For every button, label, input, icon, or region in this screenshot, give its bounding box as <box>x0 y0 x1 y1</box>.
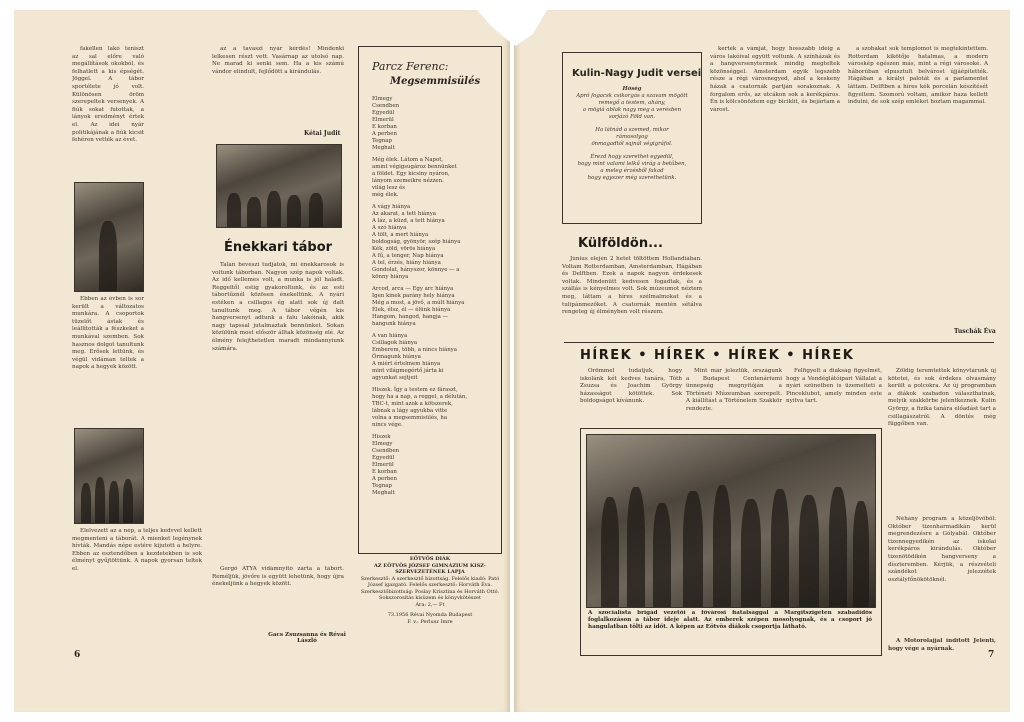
article-text: az a tavaszi nyár kérdés! Mindenki lelkesen részt vett. Vasárnap az utolsó nap. Ne marad ki senki sem. Ha a kis számú vándor elindult, fejlődött a kirándulás. <box>212 46 344 75</box>
imprint-price: Ára: 2,— Ft <box>415 601 445 608</box>
kulfoldon-text-col3 <box>848 46 988 328</box>
left-col2-top-text <box>212 46 344 128</box>
poem-line: rámosolyog <box>616 134 648 140</box>
poem-line: volna a megsemmisülés, ha <box>372 415 448 421</box>
poem-line: A szó hiánya <box>372 225 407 231</box>
poem-line: könny hiánya <box>372 274 409 280</box>
left-page <box>14 10 510 712</box>
poem-line: Igen kinek parány hely hiánya <box>372 293 455 299</box>
article-text: Ebben az évben is sor került a változatos munkára. A csoportok tüzelőt ástak és leállították a fészkeket a munkával szemben. Sok hasznos dolgot tanultunk meg. Erősek lettünk, és végül vidáman teltek a napok a hegyek között. <box>72 296 144 371</box>
photo-group-outdoor <box>74 428 144 524</box>
poem-line: Még élek. Látom a Napot, <box>372 157 444 163</box>
poem-line: A miért értelmem hiánya <box>372 361 441 367</box>
poem-line: A tölt, a mert hiánya <box>372 232 429 238</box>
poem-line: remegő a testem, ahány, <box>598 100 666 106</box>
poem-line: A perben <box>372 131 397 137</box>
article-text: Örömmel tudatjuk, hogy iskolánk két kedves tanára, Tóth Zsuzsa és Joachim György házasságot kötöttek. Sok boldogságot kívánunk. <box>580 368 682 405</box>
poem-line: Emberem, több, a nincs hiánya <box>372 347 457 353</box>
poem-stanza <box>372 434 496 497</box>
poem-line: Tegnap <box>372 138 392 144</box>
imprint-subtitle: AZ EÖTVÖS JÓZSEF GIMNÁZIUM KISZ-SZERVEZETÉNEK LAPJA <box>374 562 486 575</box>
heading-kulfoldon: Külföldön... <box>578 236 663 251</box>
imprint-line: Sokszorosítás kisüzem és könyvkötészet <box>379 595 481 601</box>
article-text: Zöldig teremtettek könyvtárunk új kötetei, és sok érdekes olvasmány került a polcokra. Az új programban a diákok szabadon választhatnak, melyik szakkörbe jelentkeznek. Kulin György, a fizika tanára előadást tart a csillagászatról. A döntés még függőben van. <box>888 368 996 428</box>
poem-line: hangunk hiánya <box>372 321 416 327</box>
poem-line: Elmerül <box>372 117 394 123</box>
photo-worker <box>74 182 144 292</box>
hirek-col4c <box>888 638 996 660</box>
signature-gacs-revai: Gacs Zsuzsanna és Révai László <box>268 632 346 644</box>
poem-line: Gondolat, hányszor, könnye — a <box>372 267 460 273</box>
poem-line: Elmerül <box>372 462 394 468</box>
page-number-left: 6 <box>74 650 81 660</box>
poem-line: Csendben <box>372 103 400 109</box>
poem-line: E korban <box>372 124 397 130</box>
poem-line: A láz, a küzd, a tett hiánya <box>372 218 445 224</box>
article-text: fakéllen lakó teniszt az sal előre való megállítások okokból, és felhatlett a kis épségét. Jöggel. A tábor sportélete jó volt. Különösen öröm szerepeltek versenyek. A fiúk sokat futottak, a lányok eredményt értek el. Az idei nyár politikájának a fiúk kicsit fehéren vették az évet. <box>72 46 144 144</box>
photo-group-hirek <box>586 434 876 608</box>
poem-line: Hiszek. Így a testem ez fáraszt, <box>372 387 458 393</box>
section-divider <box>564 342 994 343</box>
poem-line: Elmegy <box>372 441 393 447</box>
poem-line: Egyedül <box>372 110 395 116</box>
poem-kulin-body <box>570 86 694 218</box>
article-text: Június elején 2 hetet töltöttem Hollandiában. Voltam Rotterdamban, Amsterdamban, Hágában és Delftben. Ezek a napok nagyon érdekesek voltak. Mindenütt kedvesen fogadtak, és a szállás is kényelmes volt. Sok múzeumot néztem meg, láttam a híres szélmalmokat és a tulipánmezőket. A csatornák mentén sétálva rengeteg új élményben volt részem. <box>562 256 702 316</box>
poem-line: Hangom, hangod, hangja — <box>372 314 448 320</box>
imprint-body: Szerkesztő: A szerkesztő bizottság. Felelős kiadó: Pató József igazgató. Felelős szerkesztő: Horváth Éva. Szerkesztőbizottság: Poslay Krisztina és Horváth Ottó. <box>360 575 500 595</box>
poem-line: Hiszek <box>372 434 391 440</box>
left-col2-main-text <box>212 262 344 562</box>
article-text: Felfigyelt a diákság figyelmét, hogy a Vendéglátóipari Vállalat a nyári szünetben is üzemelteti a Pinceklubot, amely minden este nyitva tart. <box>786 368 882 405</box>
article-text: a szobákat sok templomot is megtekintettem. Rotterdam kikötője hatalmas, a modern városkép egészen más, mint a régi városoké. A háborúban elpusztult belvárost újjáépítették. Hágában a királyi palotát és a parlamentet láttam. Delftben a híres kék porcelán készítését figyeltem. Szomorú voltam, amikor haza kellett indulni, de sok szép emléket hoztam magammal. <box>848 46 988 106</box>
poem-line: a mögiá ablak nagy meg a verésben <box>582 107 682 113</box>
poem-line: A van hiánya <box>372 333 408 339</box>
poem-line: A tel, érzés, hiány hiánya <box>372 260 441 266</box>
kulfoldon-text-col2 <box>710 46 840 338</box>
article-text: kertek a vámját, hogy hosszabb ideig a város lakóival együtt voltunk. A színházak és a hangversenytermek mindig megteltek közönséggel. Amsterdam egyik legszebb része a régi városnegyed, ahol a keskeny házak a csatornák partján sorakoznak. A forgalom erős, az utcákon sok a kerékpáros. Én is kölcsönöztem egy biciklit, és bejártam a várost. <box>710 46 840 113</box>
poem-line: Meghalt <box>372 490 395 496</box>
poem-line: A fű, a tenger, Nap hiánya <box>372 253 444 259</box>
poem-stanza <box>372 333 496 382</box>
poem-line: a földet. Egy kicsiny nyáron, <box>372 171 450 177</box>
left-col1-bottom-text <box>72 528 202 648</box>
poem-line: Kék, zöld, vörös hiánya <box>372 246 436 252</box>
poem-line: amint végigsugároz bennünket <box>372 164 457 170</box>
poem-body <box>372 96 496 546</box>
poem-stanza <box>372 286 496 328</box>
poem-line: sorjázó Föld van. <box>608 114 656 120</box>
poem-line: E korban <box>372 469 397 475</box>
poem-line: Csendben <box>372 448 400 454</box>
imprint-print: 73.1956 Révai Nyomda Budapest <box>387 612 473 618</box>
hirek-col2 <box>686 368 782 426</box>
poem-line: Az akarat, a tett hiánya <box>372 211 436 217</box>
poem-line: mint világmegértő járta ki <box>372 368 444 374</box>
article-text: Néhány program a közeljövőből: Október tizenharmadikán kerül megrendezésre a Gólyabál. Október tizennegyedikén az iskolai kerékpáros kirándulás. Október tizenötödikén hangverseny a díszteremben. Kérjük, a részvételi szándékot jelezzétek osztályfőnökötöknél. <box>888 516 996 583</box>
poem-stanza <box>372 157 496 199</box>
poem-line: A vágy hiánya <box>372 204 411 210</box>
poem-line: világ lesz és <box>372 185 406 191</box>
imprint-resp: F. v.: Perlusz Imre <box>407 618 453 625</box>
poem-line: hogy egyszer még szerethetünk. <box>587 175 677 181</box>
photo-choir-group <box>216 144 342 228</box>
poem-line: lábnak a lágy agyukba vitte <box>372 408 448 414</box>
article-text: A Motorolajjal indított Jelenti, hogy vége a nyárnak. <box>888 638 996 652</box>
imprint-block <box>360 556 500 625</box>
poem-line: nincs vége. <box>372 422 403 428</box>
poem-author: Parcz Ferenc: <box>372 60 449 73</box>
article-text: Talán beveszi tudjátok, mi énekkarosok is voltunk táborban. Nagyon szép napok voltak. Az idő kellemes volt, a munka is jól haladt. Reggeltől estig gyakoroltunk, és az esti tábortűznél közösen énekeltünk. A nyári estéken a csillagos ég alatt sok új dalt tanultunk meg. A tábor végén kis hangversenyt adtunk a falu lakóinak, akik nagy tapssal jutalmaztak bennünket. Sokan közülünk most először álltak közönség elé. Az élmény felejthetetlen maradt mindannyiunk számára. <box>212 262 344 352</box>
poem-stanzas <box>372 96 496 497</box>
heading-enekkari-tabor: Énekkari tábor <box>224 240 333 255</box>
poem-line: Egyedül <box>372 455 395 461</box>
poem-line: hogy mint valami lelkű virág a betűben, <box>577 161 687 167</box>
heading-hirek: HÍREK • HÍREK • HÍREK • HÍREK <box>580 348 855 363</box>
poem-line: önmagadtól sajnál végigráfol. <box>591 141 673 147</box>
poem-line: Meghalt <box>372 145 395 151</box>
poem-line: Hőség <box>622 86 642 92</box>
poem-line: Arcod, arca — Egy arc hiánya <box>372 286 454 292</box>
poem-line: hogy ha a nap, a reggel, a délután, <box>372 394 468 400</box>
hirek-col1 <box>580 368 682 426</box>
magazine-spread <box>14 10 1010 712</box>
poem-line: Tegnap <box>372 483 392 489</box>
page-number-right: 7 <box>988 650 995 660</box>
poem-line: Érezd hogy szerethet egyedül, <box>590 154 674 160</box>
poem-line: TBC-t, mint azok a kötszerek, <box>372 401 453 407</box>
poem-line: Őrmagunk hiánya <box>372 354 421 360</box>
poem-line: Elmegy <box>372 96 393 102</box>
hirek-col4b <box>888 516 996 636</box>
poem-line: a meleg érzésből fakad <box>600 168 664 174</box>
poem-line: boldogság, gyönyör, szép hiánya <box>372 239 461 245</box>
poem-line: Még a most, a jövő, a múlt hiánya <box>372 300 465 306</box>
hirek-photo-caption: A szocialista brigád vezetői a fővárosi fiatalsággal a Margitszigeten szabadidős foglalkozáson a tábor ideje alatt. Az emberek szépen mosolyognak, és a csoport jó hangulatban tölti az időt. A képen az Eötvös diákok csoportja látható. <box>588 610 872 631</box>
kulfoldon-text-col1 <box>562 256 702 338</box>
poem-title: Megsemmisülés <box>390 76 481 87</box>
hirek-col3 <box>786 368 882 426</box>
poem-line: Ha látnád a szemed, mikor <box>595 127 669 133</box>
left-col2-end-text <box>212 566 344 626</box>
signature-tuschak: Tuschák Éva <box>954 328 996 335</box>
hirek-col4 <box>888 368 996 514</box>
article-text: Mint már jeleztük, országunk a Budapest Centenáriumi ünnepség megnyitóján a Történeti Múzeumban szerepelt. A kiállítást a Történelem Szakkör rendezte. <box>686 368 782 412</box>
poem-line: lányom szemeikre nézzen. <box>372 178 444 184</box>
poem-stanza <box>372 96 496 152</box>
poem-line: még élek. <box>372 192 399 198</box>
article-text: Gergő ATYA vidámnyitó zárta a tábort. Reméljük, jövőre is együtt lehetünk, hogy újra énekeljünk a hegyek között. <box>212 566 344 588</box>
poem-stanza <box>372 387 496 429</box>
article-text: Elelvezett az a nép, a teljes kedvvel kellett megmenteni a táborát. A mienket legénynek hívták. Mandás népe estére kijutott a helyre. Ebben az esztendőben a kezdetekben is sok élményt gyűjtöttünk. A napok gyorsan teltek el. <box>72 528 202 572</box>
poem-line: agyunkat sejtjeit <box>372 375 418 381</box>
poem-line: Csillagok hiánya <box>372 340 418 346</box>
poem-kulin-author: Kulin-Nagy Judit versei <box>572 68 702 79</box>
left-col1-top-text <box>72 46 144 188</box>
signature-katai: Kétai Judit <box>304 130 341 137</box>
poem-stanza <box>372 204 496 281</box>
left-col1-mid-text <box>72 296 144 424</box>
poem-line: Élek, élsz, él — élünk hiánya <box>372 307 451 313</box>
poem-line: A perben <box>372 476 397 482</box>
poem-line: Apró fogacsk csikorgás a szavam mögött <box>576 93 688 99</box>
imprint-title: EÖTVÖS DIÁK <box>409 556 451 562</box>
